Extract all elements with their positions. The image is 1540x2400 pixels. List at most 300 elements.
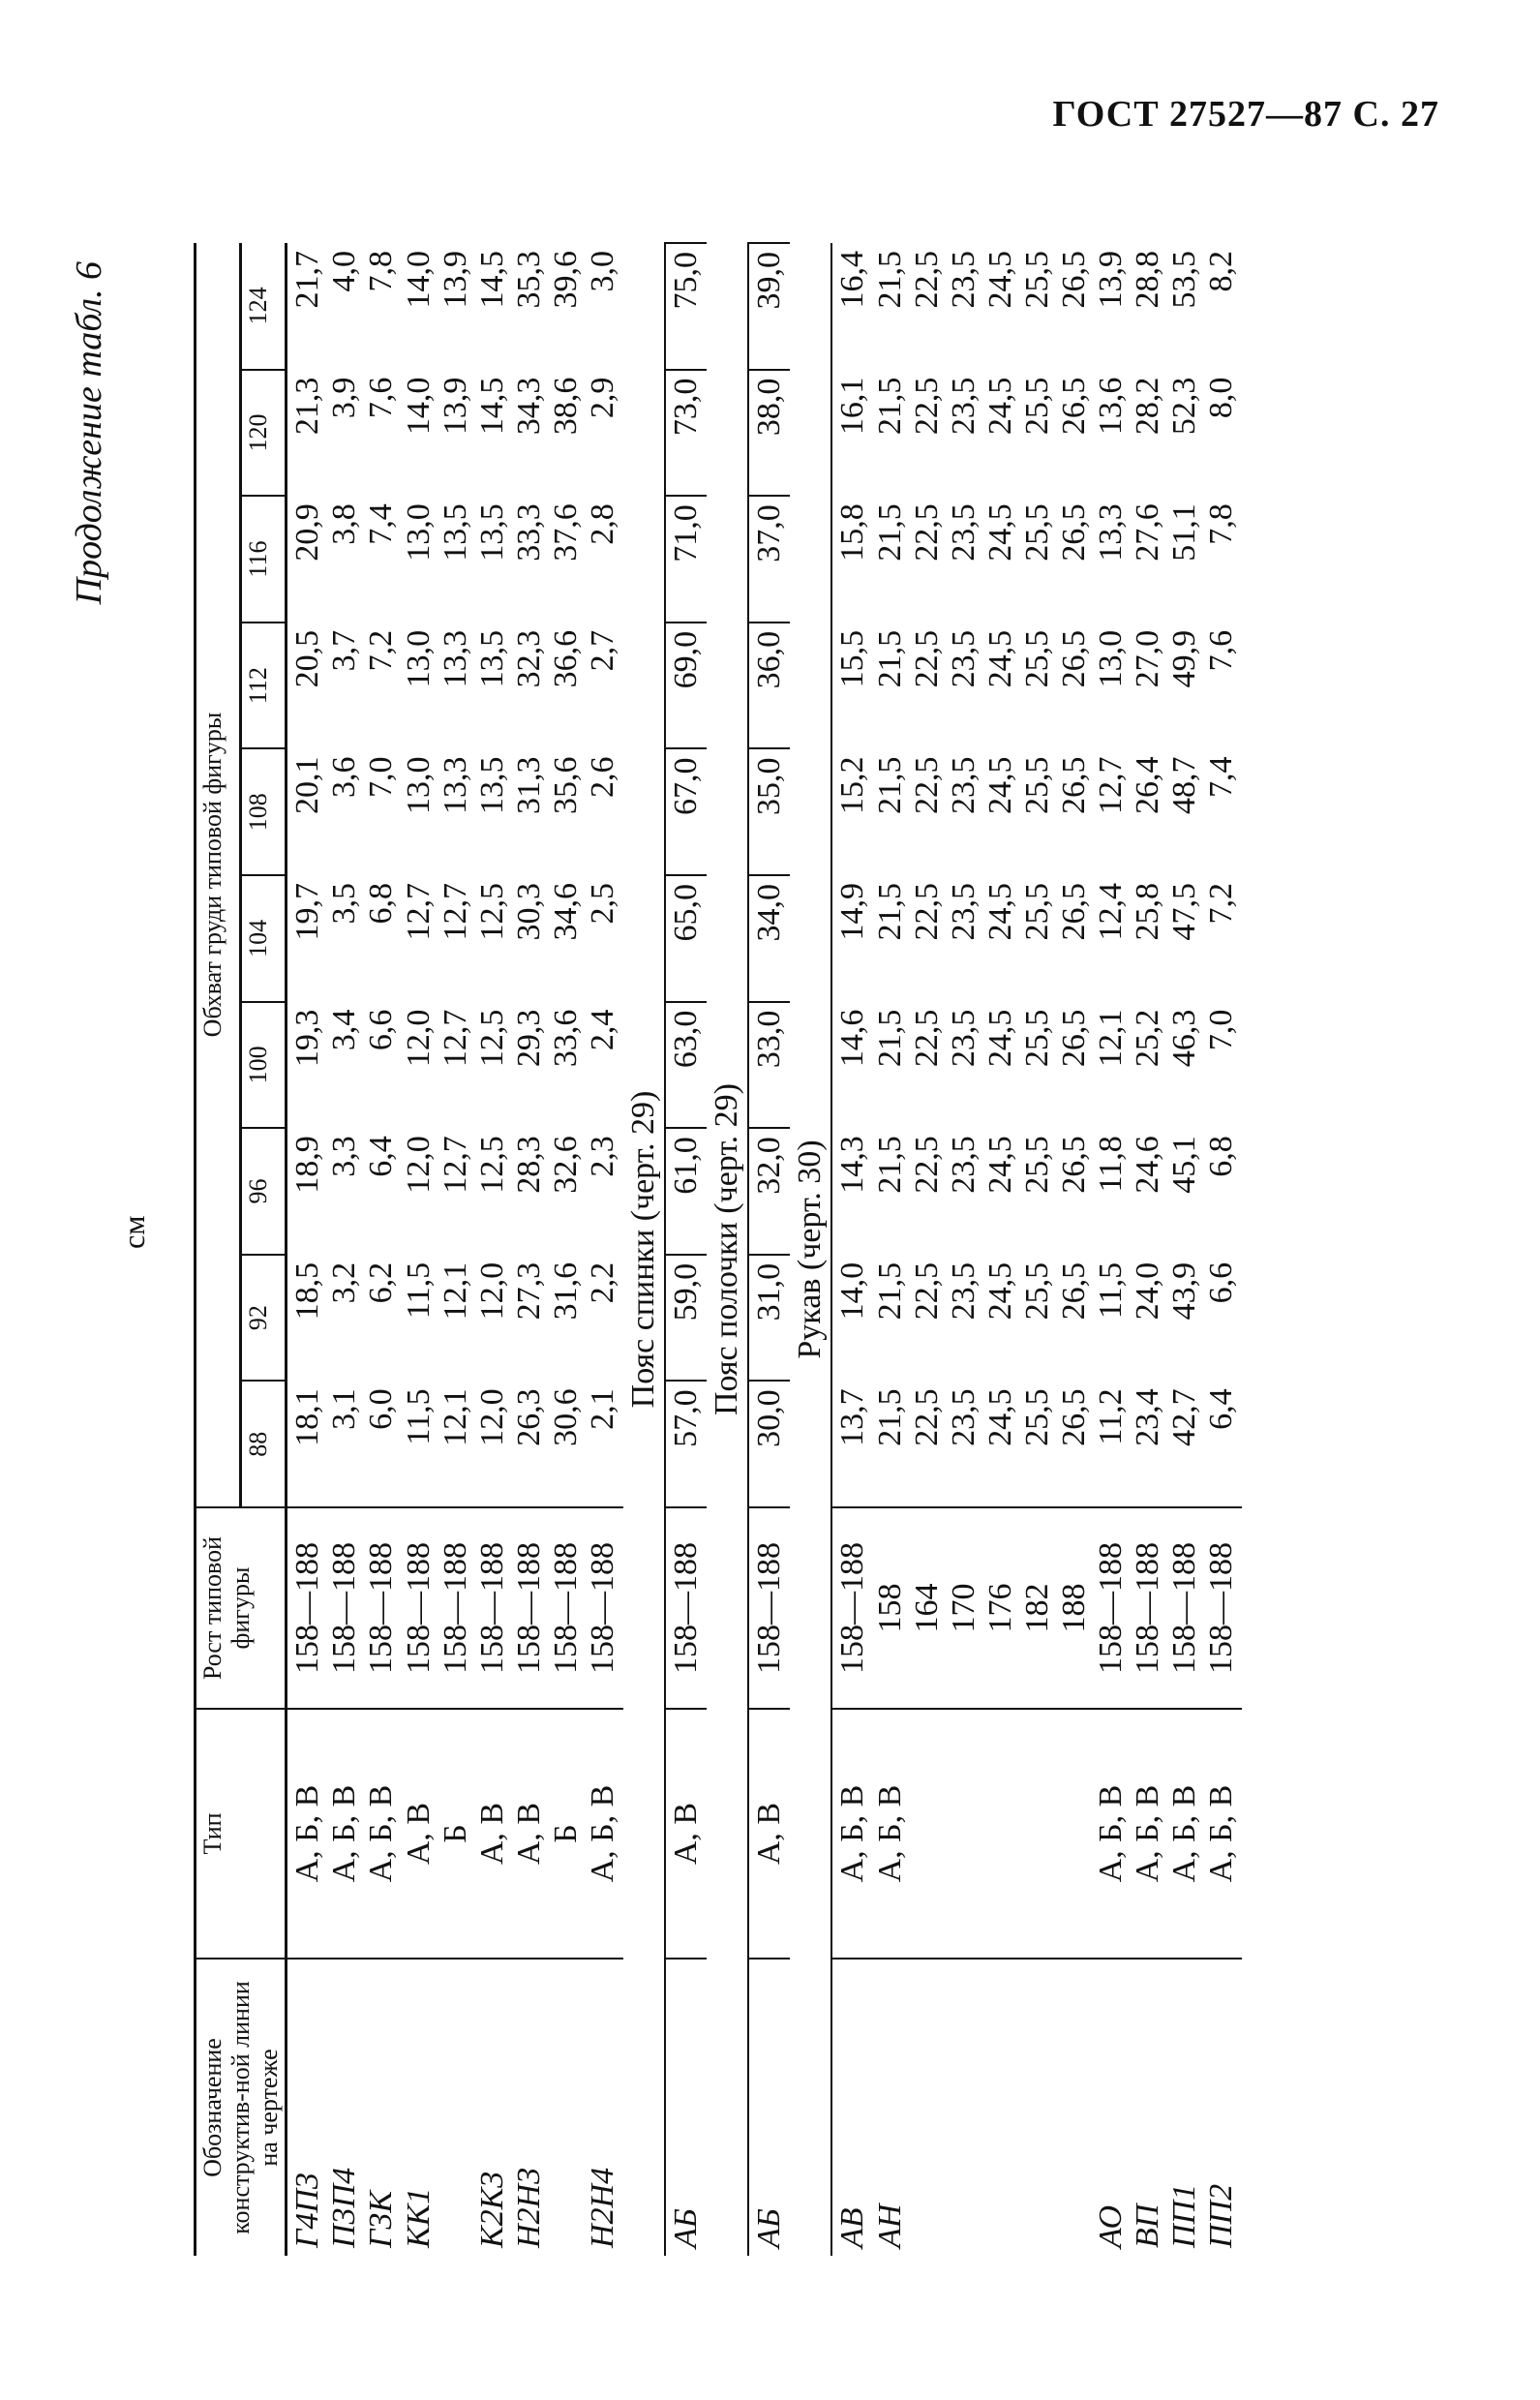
value-cell (831, 1128, 1242, 1255)
value-cell-line: 33,3 (510, 503, 547, 562)
height-cell-line: 158—188 (834, 1542, 871, 1674)
value-cell-line: 24,5 (981, 503, 1018, 562)
header-size-108: 108 (241, 748, 287, 875)
value-cell-line: 3,4 (326, 1009, 363, 1051)
height-cell-line: 158—188 (510, 1542, 547, 1674)
type-cell-line: А, Б, В (871, 1784, 908, 1883)
value-cell-line: 35,6 (547, 756, 584, 814)
value-cell-line: 25,5 (1018, 251, 1055, 309)
height-cell-line: 182 (1018, 1583, 1055, 1633)
value-cell-line: 24,5 (981, 251, 1018, 309)
value-cell-line: 26,5 (1055, 1261, 1092, 1321)
value-cell-line: 26,4 (1130, 756, 1166, 814)
value-cell-line: 20,9 (289, 503, 326, 562)
type-cell: А, В (665, 1709, 707, 1959)
table-row (748, 243, 790, 2256)
value-cell-line: 2,9 (584, 377, 620, 419)
value-cell-line: 21,3 (289, 377, 326, 436)
value-cell: 30,0 (748, 1381, 790, 1507)
value-cell-line: 12,7 (437, 883, 473, 941)
value-cell-line: 6,6 (1203, 1261, 1240, 1304)
value-cell-line: 42,7 (1166, 1388, 1203, 1446)
value-cell-line: 25,5 (1018, 1136, 1055, 1194)
value-cell: 63,0 (665, 1002, 707, 1129)
value-cell-line: 7,4 (1203, 756, 1240, 798)
value-cell-line: 26,5 (1055, 377, 1092, 436)
value-cell (831, 243, 1242, 370)
value-cell-line: 26,5 (1055, 756, 1092, 814)
page-header: ГОСТ 27527—87 С. 27 (1052, 94, 1439, 135)
section-title: Рукав (черт. 30) (792, 1139, 829, 1359)
value-cell-line: 35,3 (510, 251, 547, 309)
value-cell-line: 13,0 (1092, 629, 1129, 688)
code-cell: АБ (665, 1959, 707, 2256)
value-cell-line: 25,5 (1018, 1261, 1055, 1321)
code-cell-line: ВП (1130, 2203, 1166, 2248)
type-cell-line (946, 1717, 982, 1950)
type-cell-line (1019, 1717, 1056, 1950)
value-cell-line: 20,5 (289, 629, 326, 688)
value-cell-line: 22,5 (908, 251, 945, 309)
value-cell-line: 18,9 (289, 1136, 326, 1194)
value-cell-line: 24,5 (981, 756, 1018, 814)
header-size-96: 96 (241, 1128, 287, 1255)
value-cell-line: 3,0 (584, 251, 620, 292)
value-cell-line: 49,9 (1166, 629, 1203, 688)
value-cell-line: 22,5 (908, 883, 945, 941)
code-cell (287, 1959, 623, 2256)
code-cell-line (946, 1967, 982, 2248)
type-cell-line: А, Б, В (1092, 1784, 1129, 1883)
value-cell-line: 13,5 (473, 629, 510, 688)
type-cell-line: А, Б, В (584, 1784, 620, 1883)
value-cell-line: 14,6 (834, 1009, 871, 1068)
code-cell-line (1019, 1967, 1056, 2248)
value-cell-line: 7,6 (363, 377, 400, 419)
value-cell: 73,0 (665, 370, 707, 497)
value-cell-line: 27,0 (1130, 629, 1166, 688)
value-cell-line: 12,5 (473, 1136, 510, 1194)
value-cell: 75,0 (665, 243, 707, 370)
value-cell (287, 243, 623, 370)
code-cell-line: ПП1 (1166, 2183, 1203, 2248)
value-cell-line: 26,5 (1055, 629, 1092, 688)
value-cell-line: 6,4 (363, 1136, 400, 1177)
value-cell-line: 24,5 (981, 883, 1018, 941)
value-cell-line: 11,5 (400, 1388, 437, 1445)
value-cell-line: 47,5 (1166, 883, 1203, 941)
value-cell: 37,0 (748, 496, 790, 623)
value-cell-line: 21,5 (871, 1261, 908, 1321)
value-cell-line: 12,5 (473, 883, 510, 941)
value-cell-line: 26,3 (510, 1388, 547, 1446)
value-cell-line: 6,2 (363, 1261, 400, 1304)
value-cell-line: 8,0 (1203, 377, 1240, 419)
value-cell-line: 15,8 (834, 503, 871, 562)
value-cell-line: 37,6 (547, 503, 584, 562)
value-cell-line: 43,9 (1166, 1261, 1203, 1321)
code-cell-line: АВ (834, 2207, 871, 2248)
type-cell-line: Б (437, 1824, 473, 1843)
value-cell-line: 25,5 (1018, 1388, 1055, 1446)
value-cell-line: 6,4 (1203, 1388, 1240, 1430)
value-cell-line: 25,5 (1018, 756, 1055, 814)
value-cell (831, 875, 1242, 1002)
value-cell: 59,0 (665, 1255, 707, 1382)
value-cell-line: 14,3 (834, 1136, 871, 1194)
continuation-label: Продолжение табл. 6 (69, 261, 109, 605)
rotated-table-region (58, 242, 1413, 2256)
value-cell-line: 21,5 (871, 251, 908, 309)
code-cell-line (909, 1967, 946, 2248)
value-cell-line: 7,0 (1203, 1009, 1240, 1051)
type-cell-line: А, В (400, 1802, 437, 1866)
table-body (287, 243, 1242, 2256)
value-cell-line: 2,2 (584, 1261, 620, 1304)
height-cell: 158—188 (748, 1507, 790, 1709)
value-cell-line: 21,5 (871, 1009, 908, 1068)
header-bust-group: Обхват груди типовой фигуры (196, 243, 241, 1507)
value-cell-line: 22,5 (908, 377, 945, 436)
type-cell-line: А, Б, В (1130, 1784, 1166, 1883)
value-cell-line: 25,5 (1018, 883, 1055, 941)
header-size-124: 124 (241, 243, 287, 370)
header-size-100: 100 (241, 1002, 287, 1129)
value-cell-line: 24,0 (1130, 1261, 1166, 1321)
value-cell-line: 12,0 (400, 1009, 437, 1068)
value-cell-line: 7,6 (1203, 629, 1240, 672)
value-cell-line: 32,3 (510, 629, 547, 688)
code-cell-line: АН (871, 2203, 908, 2248)
value-cell-line: 13,3 (437, 756, 473, 814)
value-cell: 31,0 (748, 1255, 790, 1382)
value-cell-line: 26,5 (1055, 1009, 1092, 1068)
type-cell-line (909, 1717, 946, 1950)
section-title: Пояс спинки (черт. 29) (625, 1090, 662, 1409)
height-cell-line: 158—188 (289, 1542, 326, 1674)
value-cell-line: 23,5 (945, 1261, 981, 1321)
value-cell-line: 22,5 (908, 1136, 945, 1194)
value-cell-line: 7,8 (1203, 503, 1240, 545)
value-cell (287, 748, 623, 875)
height-cell-line: 158—188 (584, 1542, 620, 1674)
code-cell-line: Н2Н4 (584, 2167, 620, 2248)
value-cell-line: 3,8 (326, 503, 363, 545)
height-cell-line: 158—188 (473, 1542, 510, 1674)
header-size-112: 112 (241, 623, 287, 749)
value-cell-line: 25,2 (1130, 1009, 1166, 1068)
value-cell-line: 22,5 (908, 756, 945, 814)
value-cell-line: 13,7 (834, 1388, 871, 1446)
value-cell-line: 26,5 (1055, 1136, 1092, 1194)
measurements-table (194, 242, 1242, 2256)
height-cell: 158—188 (665, 1507, 707, 1709)
value-cell-line: 11,5 (400, 1261, 437, 1320)
value-cell: 35,0 (748, 748, 790, 875)
height-cell-line: 158—188 (363, 1542, 400, 1674)
value-cell-line: 51,1 (1166, 503, 1203, 562)
value-cell (287, 1002, 623, 1129)
value-cell-line: 27,3 (510, 1261, 547, 1321)
code-cell-line: КК1 (400, 2187, 437, 2248)
value-cell-line: 23,4 (1130, 1388, 1166, 1446)
value-cell-line: 11,5 (1092, 1261, 1129, 1320)
code-cell-line: Н2Н3 (510, 2167, 547, 2248)
value-cell-line: 11,8 (1092, 1136, 1129, 1193)
value-cell-line: 25,5 (1018, 629, 1055, 688)
value-cell-line: 22,5 (908, 1388, 945, 1446)
value-cell (287, 370, 623, 497)
value-cell-line: 21,5 (871, 883, 908, 941)
value-cell-line: 24,5 (981, 1009, 1018, 1068)
value-cell-line: 30,6 (547, 1388, 584, 1446)
height-cell (831, 1507, 1242, 1709)
code-cell-line: Г4П3 (289, 2172, 326, 2248)
value-cell-line: 2,8 (584, 503, 620, 545)
value-cell-line: 26,5 (1055, 251, 1092, 309)
value-cell: 69,0 (665, 623, 707, 749)
unit-label: см (116, 1215, 151, 1249)
value-cell: 34,0 (748, 875, 790, 1002)
value-cell-line: 12,0 (473, 1388, 510, 1446)
value-cell (287, 623, 623, 749)
value-cell-line: 19,3 (289, 1009, 326, 1068)
value-cell-line: 22,5 (908, 1261, 945, 1321)
value-cell-line: 3,5 (326, 883, 363, 925)
value-cell-line: 21,7 (289, 251, 326, 309)
value-cell-line: 23,5 (945, 1388, 981, 1446)
type-cell-line: А, Б, В (289, 1784, 326, 1883)
value-cell-line: 13,9 (437, 377, 473, 436)
value-cell-line: 3,6 (326, 756, 363, 798)
height-cell-line: 176 (981, 1583, 1018, 1633)
value-cell-line: 15,2 (834, 756, 871, 814)
section-title: Пояс полочки (черт. 29) (709, 1083, 745, 1415)
value-cell-line: 6,6 (363, 1009, 400, 1051)
value-cell-line: 32,6 (547, 1136, 584, 1194)
value-cell-line: 25,8 (1130, 883, 1166, 941)
value-cell-line: 13,3 (437, 629, 473, 688)
height-cell-line: 188 (1055, 1583, 1092, 1633)
value-cell-line: 23,5 (945, 377, 981, 436)
value-cell-line: 23,5 (945, 1136, 981, 1194)
value-cell-line: 13,9 (1092, 251, 1129, 309)
header-height: Рост типовой фигуры (196, 1507, 287, 1709)
header-size-116: 116 (241, 496, 287, 623)
type-cell (831, 1709, 1242, 1959)
value-cell-line: 52,3 (1166, 377, 1203, 436)
value-cell-line: 24,5 (981, 377, 1018, 436)
value-cell-line: 13,9 (437, 251, 473, 309)
value-cell-line: 11,2 (1092, 1388, 1129, 1445)
type-cell-line: А, Б, В (1166, 1784, 1203, 1883)
table-row (831, 243, 1242, 2256)
value-cell-line: 28,3 (510, 1136, 547, 1194)
value-cell-line: 14,5 (473, 251, 510, 309)
value-cell-line: 33,6 (547, 1009, 584, 1068)
value-cell-line: 16,1 (834, 377, 871, 436)
value-cell (831, 623, 1242, 749)
header-size-92: 92 (241, 1255, 287, 1382)
value-cell-line: 23,5 (945, 1009, 981, 1068)
value-cell-line: 14,0 (400, 251, 437, 309)
code-cell-line: Г3К (363, 2191, 400, 2248)
value-cell (831, 370, 1242, 497)
code-cell-line (548, 1967, 585, 2248)
table-row (287, 243, 623, 2256)
value-cell: 61,0 (665, 1128, 707, 1255)
value-cell: 71,0 (665, 496, 707, 623)
type-cell: А, В (748, 1709, 790, 1959)
value-cell-line: 12,0 (400, 1136, 437, 1194)
value-cell-line: 25,5 (1018, 503, 1055, 562)
value-cell: 39,0 (748, 243, 790, 370)
value-cell-line: 29,3 (510, 1009, 547, 1068)
value-cell-line: 21,5 (871, 756, 908, 814)
value-cell-line: 4,0 (326, 251, 363, 292)
value-cell-line: 6,0 (363, 1388, 400, 1430)
value-cell-line: 12,7 (437, 1136, 473, 1194)
value-cell-line: 3,7 (326, 629, 363, 672)
value-cell-line: 21,5 (871, 377, 908, 436)
value-cell (287, 1381, 623, 1507)
code-cell: АБ (748, 1959, 790, 2256)
header-code: Обозначение конструктив-ной линии на чертеже (196, 1959, 287, 2256)
value-cell-line: 14,0 (834, 1261, 871, 1321)
header-size-104: 104 (241, 875, 287, 1002)
height-cell-line: 170 (945, 1583, 981, 1633)
value-cell-line: 13,5 (473, 503, 510, 562)
value-cell-line: 7,2 (363, 629, 400, 672)
value-cell-line: 14,9 (834, 883, 871, 941)
height-cell-line: 158—188 (1130, 1542, 1166, 1674)
value-cell-line: 22,5 (908, 503, 945, 562)
header-size-88: 88 (241, 1381, 287, 1507)
table-row (665, 243, 707, 2256)
code-cell-line: К2К3 (473, 2171, 510, 2248)
value-cell: 65,0 (665, 875, 707, 1002)
value-cell-line: 18,5 (289, 1261, 326, 1321)
type-cell-line: А, Б, В (1203, 1784, 1240, 1883)
value-cell (831, 496, 1242, 623)
value-cell-line: 13,6 (1092, 377, 1129, 436)
type-cell (287, 1709, 623, 1959)
value-cell-line: 24,5 (981, 1261, 1018, 1321)
value-cell-line: 6,8 (1203, 1136, 1240, 1177)
value-cell-line: 12,4 (1092, 883, 1129, 941)
value-cell-line: 22,5 (908, 1009, 945, 1068)
value-cell-line: 31,3 (510, 756, 547, 814)
type-cell-line: А, Б, В (326, 1784, 363, 1883)
value-cell-line: 21,5 (871, 1136, 908, 1194)
value-cell-line: 23,5 (945, 503, 981, 562)
value-cell-line: 26,5 (1055, 1388, 1092, 1446)
value-cell-line: 13,0 (400, 503, 437, 562)
value-cell-line: 12,7 (400, 883, 437, 941)
height-cell-line: 158—188 (437, 1542, 473, 1674)
value-cell-line: 2,5 (584, 883, 620, 925)
value-cell-line: 28,2 (1130, 377, 1166, 436)
value-cell-line: 16,4 (834, 251, 871, 309)
value-cell-line: 13,5 (473, 756, 510, 814)
code-cell-line: П3П4 (326, 2167, 363, 2248)
code-cell-line (982, 1967, 1019, 2248)
value-cell (287, 875, 623, 1002)
value-cell-line: 7,4 (363, 503, 400, 545)
height-cell-line: 158—188 (547, 1542, 584, 1674)
value-cell-line: 12,1 (1092, 1009, 1129, 1068)
header-size-120: 120 (241, 370, 287, 497)
value-cell-line: 12,1 (437, 1261, 473, 1321)
type-cell-line: А, В (473, 1802, 510, 1866)
value-cell-line: 22,5 (908, 629, 945, 688)
value-cell (831, 748, 1242, 875)
value-cell-line: 15,5 (834, 629, 871, 688)
value-cell-line: 30,3 (510, 883, 547, 941)
value-cell-line: 34,6 (547, 883, 584, 941)
type-cell-line: А, Б, В (834, 1784, 871, 1883)
value-cell-line: 2,1 (584, 1388, 620, 1430)
value-cell-line: 3,1 (326, 1388, 363, 1430)
value-cell-line: 24,5 (981, 629, 1018, 688)
value-cell: 67,0 (665, 748, 707, 875)
value-cell: 33,0 (748, 1002, 790, 1129)
value-cell-line: 34,3 (510, 377, 547, 436)
value-cell-line: 13,0 (400, 756, 437, 814)
value-cell-line: 19,7 (289, 883, 326, 941)
value-cell-line: 7,8 (363, 251, 400, 292)
value-cell-line: 2,3 (584, 1136, 620, 1177)
value-cell-line: 12,7 (1092, 756, 1129, 814)
value-cell-line: 12,0 (473, 1261, 510, 1321)
code-cell-line (438, 1967, 474, 2248)
value-cell-line: 23,5 (945, 251, 981, 309)
value-cell-line: 21,5 (871, 503, 908, 562)
value-cell-line: 14,5 (473, 377, 510, 436)
value-cell (287, 1128, 623, 1255)
value-cell-line: 45,1 (1166, 1136, 1203, 1194)
value-cell-line: 26,5 (1055, 883, 1092, 941)
value-cell: 32,0 (748, 1128, 790, 1255)
type-cell-line (982, 1717, 1019, 1950)
value-cell-line: 24,6 (1130, 1136, 1166, 1194)
value-cell (287, 496, 623, 623)
value-cell-line: 24,5 (981, 1388, 1018, 1446)
code-cell (831, 1959, 1242, 2256)
type-cell-line: А, Б, В (363, 1784, 400, 1883)
header-type: Тип (196, 1709, 287, 1959)
code-cell-line: АО (1092, 2204, 1129, 2248)
value-cell-line: 6,8 (363, 883, 400, 925)
value-cell-line: 26,5 (1055, 503, 1092, 562)
height-cell-line: 158—188 (1203, 1542, 1240, 1674)
height-cell-line: 158—188 (400, 1542, 437, 1674)
value-cell-line: 18,1 (289, 1388, 326, 1446)
type-cell-line (1056, 1717, 1093, 1950)
value-cell (831, 1002, 1242, 1129)
value-cell-line: 36,6 (547, 629, 584, 688)
value-cell-line: 7,2 (1203, 883, 1240, 925)
value-cell-line: 7,0 (363, 756, 400, 798)
type-cell-line: А, В (510, 1802, 547, 1866)
value-cell-line: 38,6 (547, 377, 584, 436)
value-cell-line: 20,1 (289, 756, 326, 814)
value-cell-line: 2,6 (584, 756, 620, 798)
code-cell-line (1056, 1967, 1093, 2248)
value-cell-line: 21,5 (871, 629, 908, 688)
value-cell-line: 21,5 (871, 1388, 908, 1446)
value-cell (287, 1255, 623, 1382)
